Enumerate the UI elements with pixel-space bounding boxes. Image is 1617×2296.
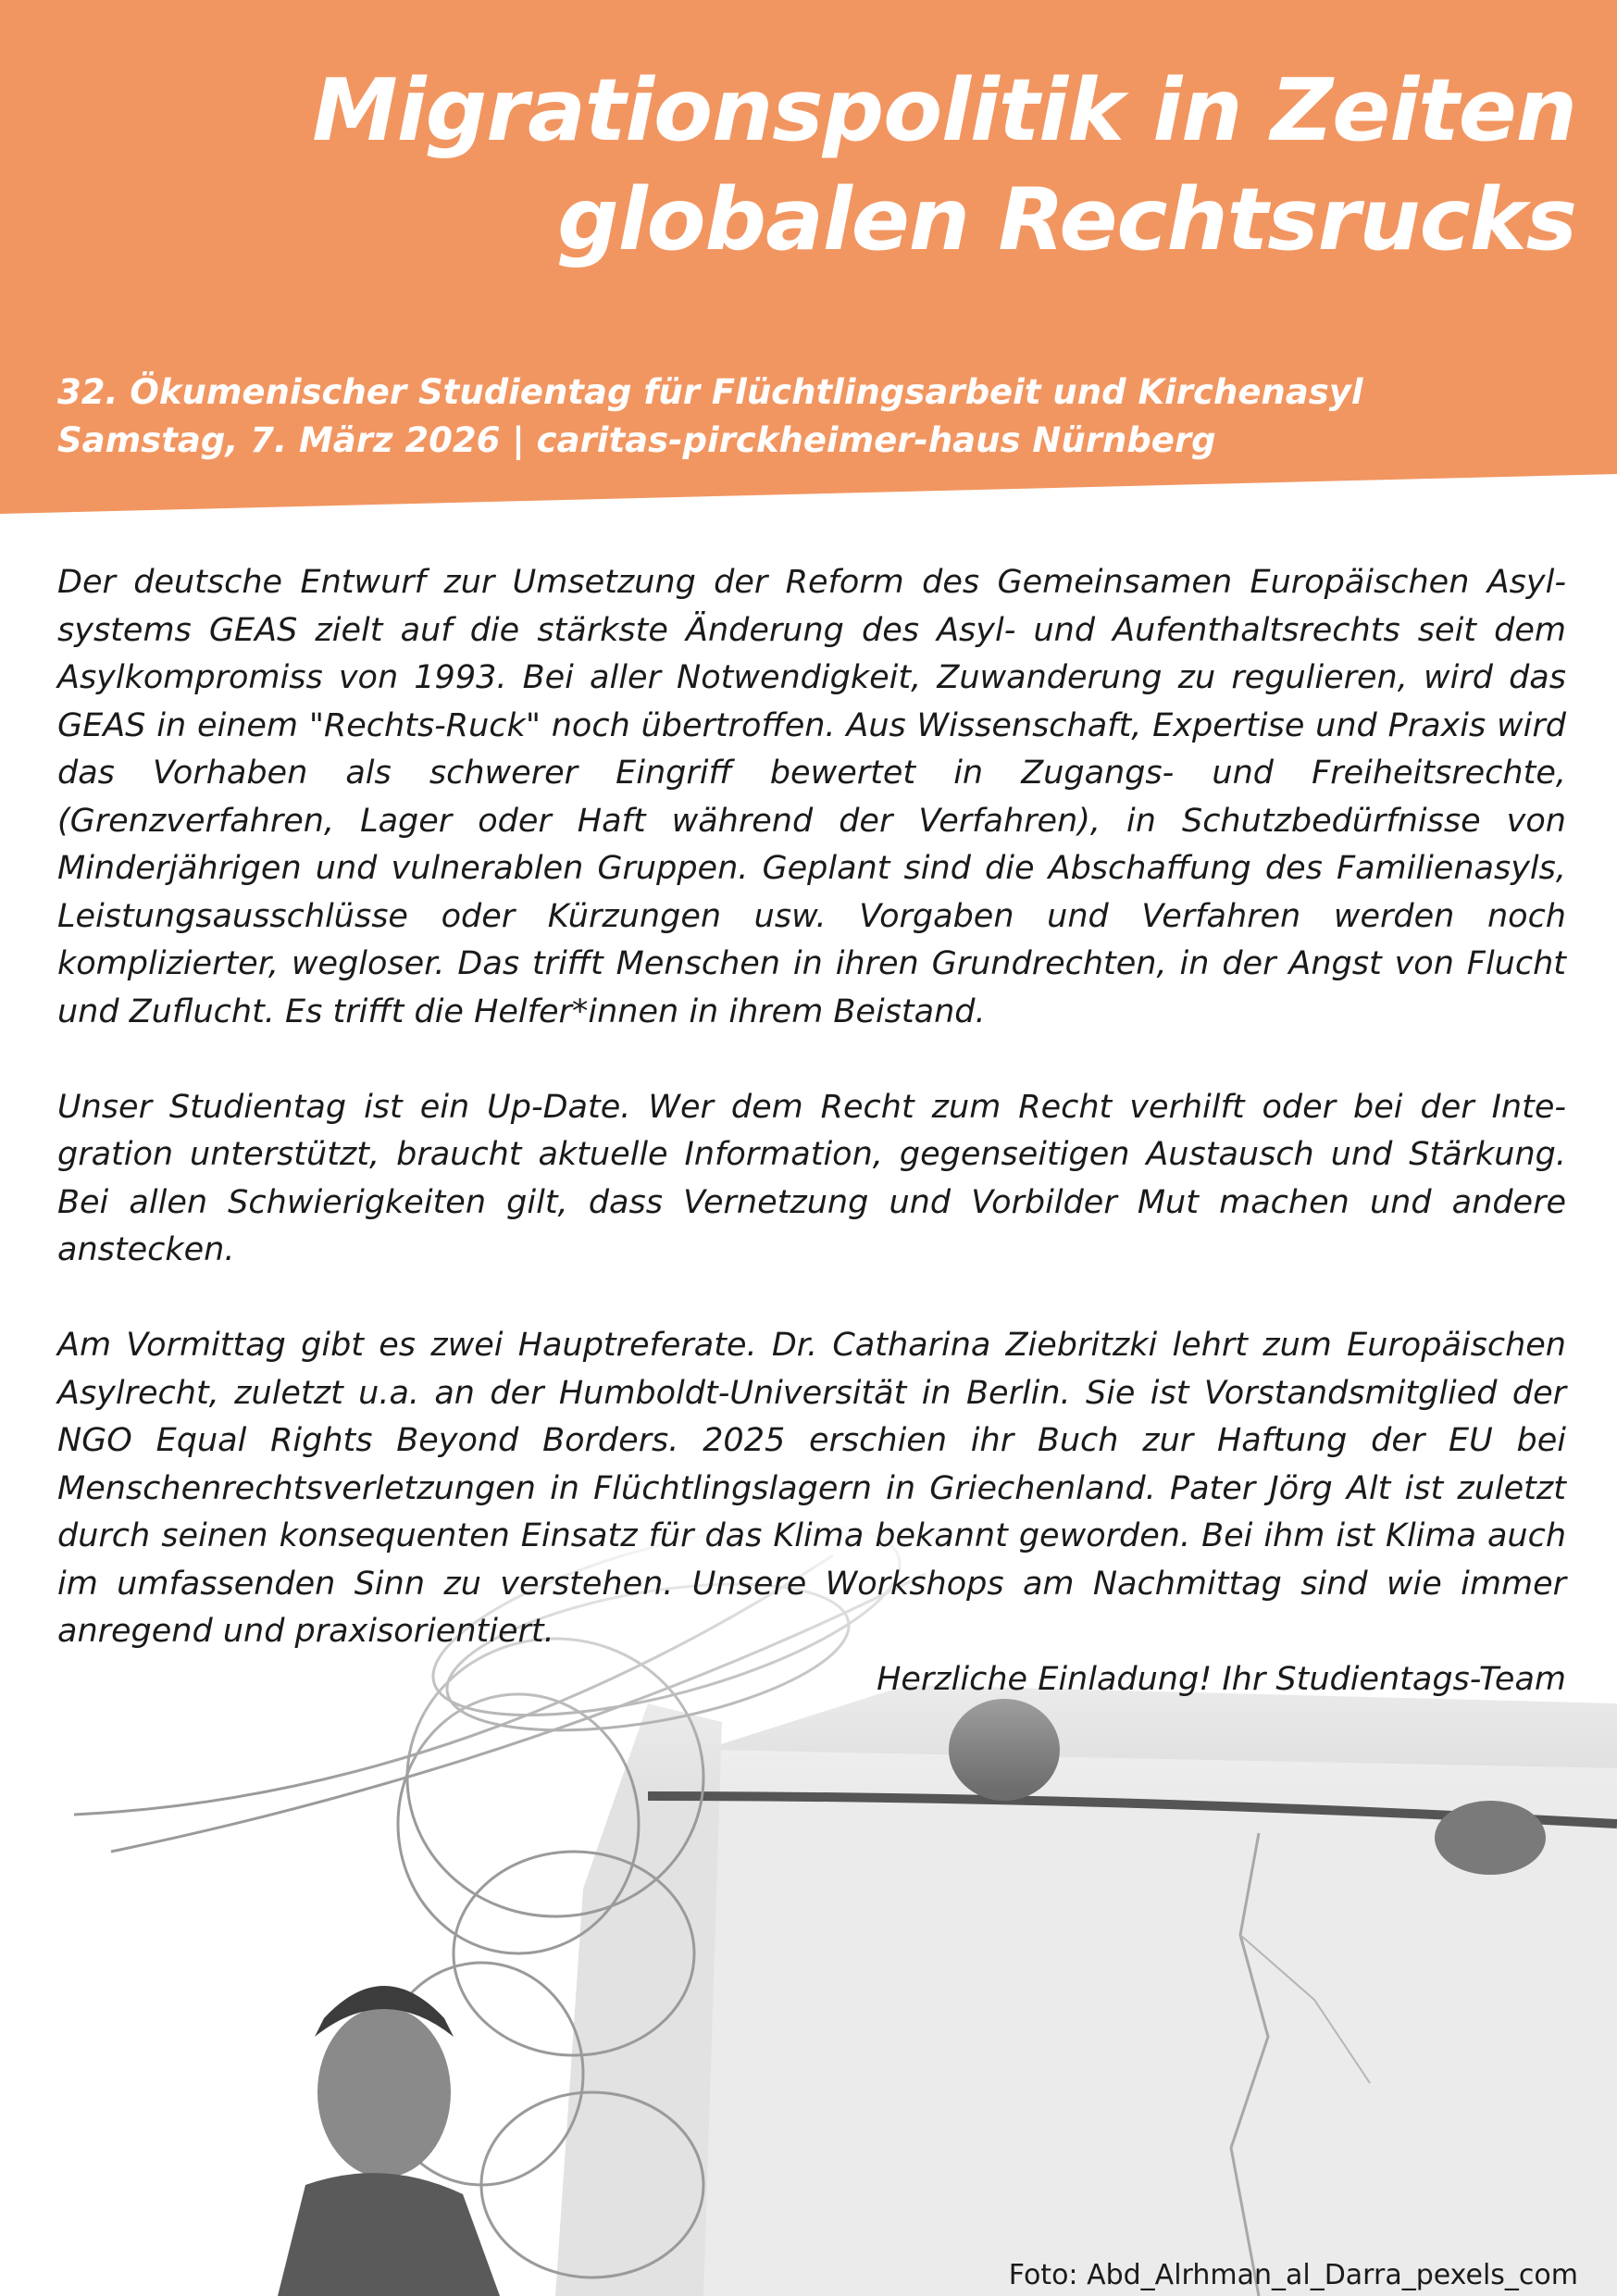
title-line-2: globalen Rechtsrucks: [557, 169, 1576, 269]
body-text: [57, 559, 1566, 1703]
page-title: [188, 56, 1576, 274]
paragraph-intro: Der deutsche Entwurf zur Umsetzung der Reform des Gemeinsamen Europäischen Asylsystems GEAS zielt auf die stärkste Änderung des Asyl- und Aufenthaltsrechts seit dem Asylkompromiss von 1993. Bei aller Notwendigkeit, Zuwanderung zu regulieren, wird das GEAS in einem "Rechts-Ruck" noch übertroffen. Aus Wissenschaft, Expertise und Praxis wird das Vorhaben als schwerer Eingriff bewertet in Zugangs- und Freiheitsrechte, (Grenzverfahren, Lager oder Haft während der Verfahren), in Schutzbedürfnisse von Minderjährigen und vulnerablen Gruppen. Geplant sind die Abschaffung des Familienasyls, Leistungsausschlüsse oder Kürzungen usw. Vorgaben und Verfahren werden noch komplizierter, wegloser. Das trifft Menschen in ihren Grundrechten, in der Angst von Flucht und Zuflucht. Es trifft die Helfer*innen in ihrem Beistand.: [57, 564, 1566, 1030]
subtitle-line-1: 32. Ökumenischer Studientag für Flüchtlingsarbeit und Kirchenasyl: [57, 372, 1363, 412]
event-subtitle: [57, 368, 1446, 465]
paragraph-program: Am Vormittag gibt es zwei Hauptreferate. Dr. Catharina Ziebritzki lehrt zum Europäischen Asylrecht, zuletzt u.a. an der Humboldt-Universität in Berlin. Sie ist Vorstandsmitglied der NGO Equal Rights Beyond Borders. 2025 erschien ihr Buch zur Haftung der EU bei Menschenrechtsverletzungen in Flüchtlingslagern in Griechenland. Pater Jörg Alt ist zuletzt durch seinen konsequenten Einsatz für das Klima bekannt geworden. Bei ihm ist Klima auch im umfassenden Sinn zu verstehen. Unsere Workshops am Nachmittag sind wie immer anregend und praxisorientiert.: [57, 1327, 1566, 1650]
photo-credit: Foto: Abd_Alrhman_al_Darra_pexels_com: [1008, 2259, 1578, 2291]
paragraph-update: Unser Studientag ist ein Up-Date. Wer dem Recht zum Recht verhilft oder bei der Integration unterstützt, braucht aktuelle Information, gegenseitigen Austausch und Stärkung. Bei allen Schwierigkeiten gilt, dass Vernetzung und Vorbilder Mut machen und andere anstecken.: [57, 1088, 1566, 1268]
title-line-1: Migrationspolitik in Zeiten: [312, 60, 1576, 160]
signature: Herzliche Einladung! Ihr Studientags-Team: [877, 1660, 1566, 1698]
subtitle-line-2: Samstag, 7. März 2026 | caritas-pirckheimer-haus Nürnberg: [57, 420, 1216, 460]
